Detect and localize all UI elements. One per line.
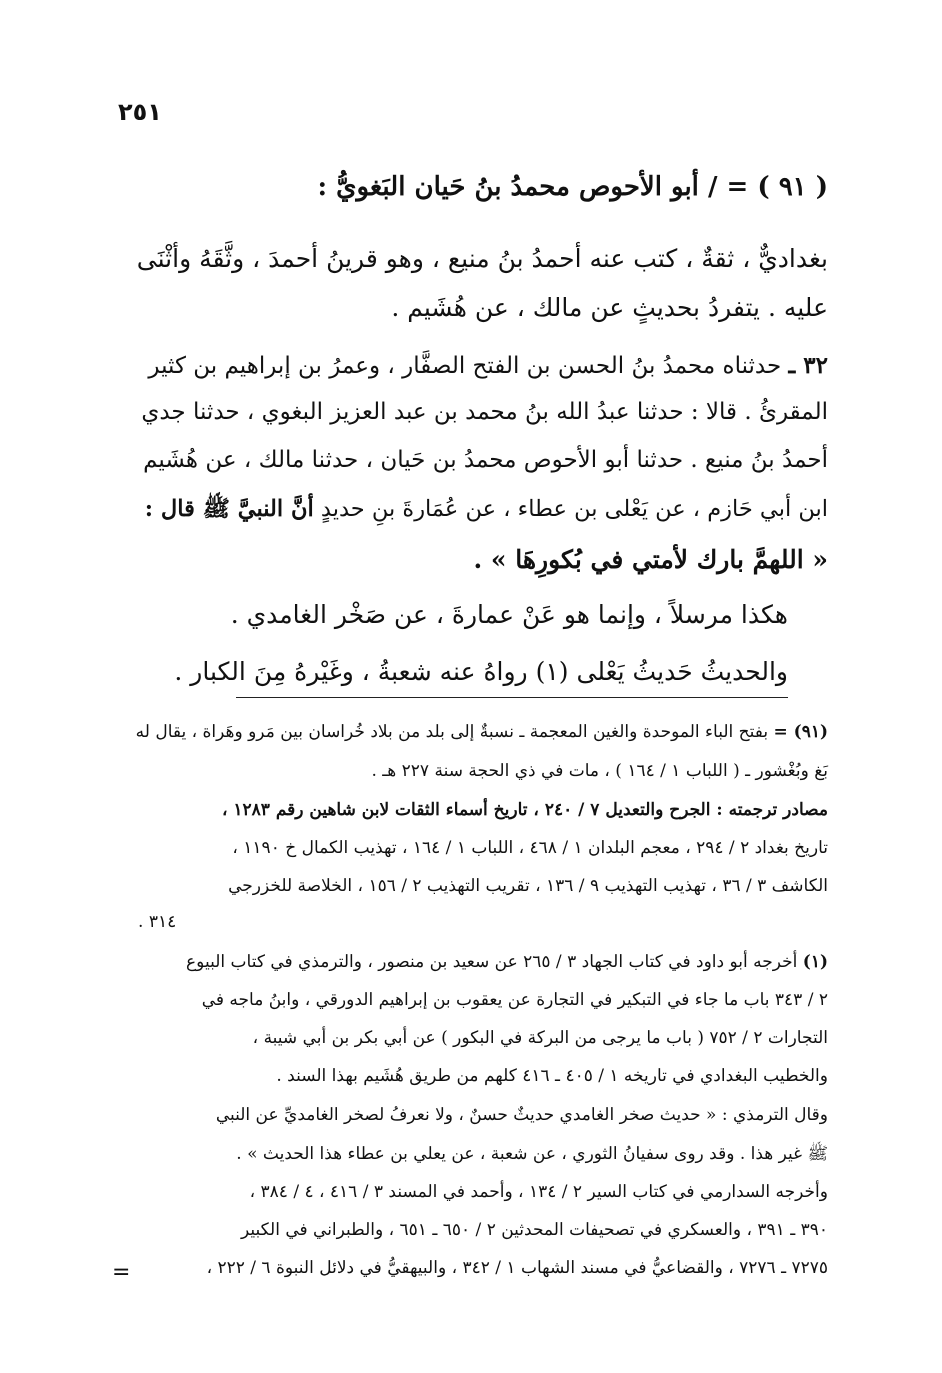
footnote-line: وقال الترمذي : « حديث صخر الغامدي حديثٌ حسنٌ ، ولا نعرفُ لصخر الغامديِّ عن النبي xyxy=(215,1105,828,1125)
footnote-label: (١) xyxy=(802,952,828,972)
footnote-separator xyxy=(236,697,788,698)
footnote-line xyxy=(186,952,828,972)
hadith-line xyxy=(145,496,828,528)
footnote-line: تاريخ بغداد ٢ / ٢٩٤ ، معجم البلدان ١ / ٤٦٨ ، اللباب ١ / ١٦٤ ، تهذيب الكمال خ ١١٩٠ ، xyxy=(232,838,828,858)
footnote-line: ٢ / ٣٤٣ باب ما جاء في التبكير في التجارة عن يعقوب بن إبراهيم الدورقي ، وابنُ ماجه في xyxy=(201,990,828,1010)
hadith-line: أحمدُ بنُ منيع . حدثنا أبو الأحوص محمدُ بن حَيان ، حدثنا مالك ، عن هُشَيم xyxy=(143,447,828,473)
hadith-quote: « اللهمَّ بارك لأمتي في بُكورِهَا » . xyxy=(473,545,828,574)
footnote-line: الكاشف ٣ / ٣٦ ، تهذيب التهذيب ٩ / ١٣٦ ، تقريب التهذيب ٢ / ١٥٦ ، الخلاصة للخزرجي xyxy=(228,876,828,896)
footnote-text: أخرجه أبو داود في كتاب الجهاد ٣ / ٢٦٥ عن سعيد بن منصور ، والترمذي في كتاب البيوع xyxy=(186,952,798,972)
footnote-line: ﷺ غير هذا . وقد روى سفيانُ الثوري ، عن شعبة ، عن يعلي بن عطاء هذا الحديث » . xyxy=(236,1144,828,1164)
hadith-line xyxy=(148,352,828,379)
comment-line: والحديثُ حَديثُ يَعْلى (١) رواهُ عنه شعبةُ ، وغَيْرهُ مِنَ الكبار . xyxy=(174,657,788,686)
footnote-line: مصادر ترجمته : الجرح والتعديل ٧ / ٢٤٠ ، تاريخ أسماء الثقات لابن شاهين رقم ١٢٨٣ ، xyxy=(221,800,828,820)
footnote-line: والخطيب البغدادي في تاريخه ١ / ٤٠٥ ـ ٤١٦ كلهم من طريق هُشَيم بهذا السند . xyxy=(276,1066,828,1086)
footnote-line xyxy=(136,722,828,742)
biography-heading: ( ٩١ ) = / أبو الأحوص محمدُ بنُ حَيان البَغويُّ : xyxy=(317,172,828,202)
footnote-text: بفتح الباء الموحدة والغين المعجمة ـ نسبةٌ إلى بلد من بلاد خُراسان بين مَرو وهَراة ، يقال له xyxy=(135,722,769,742)
hadith-bold-text: أنَّ النبيَّ ﷺ قال : xyxy=(144,496,314,522)
footnote-line: ٧٢٧٥ ـ ٧٢٧٦ ، والقضاعيُّ في مسند الشهاب ١ / ٣٤٢ ، والبيهقيُّ في دلائل النبوة ٦ / ٢٢٢ ، xyxy=(206,1258,828,1278)
biography-line: بغداديٌّ ، ثقةٌ ، كتب عنه أحمدُ بنُ منيع ، وهو قرينُ أحمدَ ، وثَّقَهُ وأثْنَى xyxy=(136,244,828,273)
footnote-line: التجارات ٢ / ٧٥٢ ( باب ما يرجى من البركة في البكور ) عن أبي بكر بن أبي شيبة ، xyxy=(252,1028,828,1048)
hadith-text: حدثناه محمدُ بنُ الحسن بن الفتح الصفَّار ، وعمرُ بن إبراهيم بن كثير xyxy=(148,353,782,379)
footnote-line: ٣١٤ . xyxy=(138,912,177,932)
footnote-line: وأخرجه السدارمي في كتاب السير ٢ / ١٣٤ ، وأحمد في المسند ٣ / ٤١٦ ، ٤ / ٣٨٤ ، xyxy=(249,1182,828,1202)
hadith-text: ابن أبي حَازم ، عن يَعْلى بن عطاء ، عن عُمَارةَ بنِ حديدٍ xyxy=(320,496,828,522)
footnote-label: (٩١) = xyxy=(773,722,828,742)
biography-line: عليه . يتفردُ بحديثٍ عن مالك ، عن هُشَيم . xyxy=(391,293,828,322)
continuation-mark: = xyxy=(112,1260,131,1285)
page-number: ٢٥١ xyxy=(118,98,162,126)
hadith-number: ٣٢ ـ xyxy=(788,352,828,379)
footnote-line: بَغ وبُغْشور ـ ( اللباب ١ / ١٦٤ ) ، مات في ذي الحجة سنة ٢٢٧ هـ . xyxy=(371,761,828,781)
comment-line: هكذا مرسلاً ، وإنما هو عَنْ عمارةَ ، عن صَخْر الغامدي . xyxy=(230,600,788,629)
hadith-line: المقرئُ . قالا : حدثنا عبدُ الله بنُ محمد بن عبد العزيز البغوي ، حدثنا جدي xyxy=(141,399,828,425)
footnote-line: ٣٩٠ ـ ٣٩١ ، والعسكري في تصحيفات المحدثين ٢ / ٦٥٠ ـ ٦٥١ ، والطبراني في الكبير xyxy=(241,1220,828,1240)
